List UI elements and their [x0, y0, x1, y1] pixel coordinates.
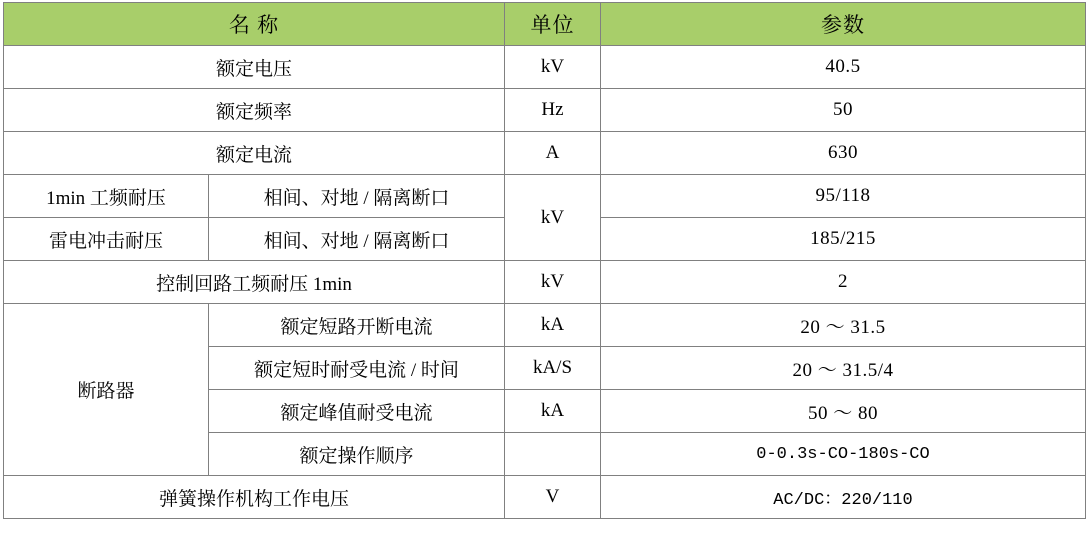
specification-table: [3, 2, 1086, 519]
row-param: 50 ～ 80: [601, 390, 1086, 433]
row-name: 控制回路工频耐压 1min: [4, 261, 505, 304]
row-param: AC/DC：220/110: [601, 476, 1086, 519]
row-param: 20 ～ 31.5/4: [601, 347, 1086, 390]
row-param: 630: [601, 132, 1086, 175]
table-row: [4, 304, 1086, 347]
row-subname: 相间、对地 / 隔离断口: [209, 175, 505, 218]
table-row: [4, 132, 1086, 175]
table-row: [4, 89, 1086, 132]
row-param: 20 ～ 31.5: [601, 304, 1086, 347]
table-header-row: [4, 3, 1086, 46]
row-name: 弹簧操作机构工作电压: [4, 476, 505, 519]
row-unit: kA/S: [505, 347, 601, 390]
row-unit: kA: [505, 304, 601, 347]
row-param: 95/118: [601, 175, 1086, 218]
column-header-unit: 单位: [505, 3, 601, 46]
row-unit: A: [505, 132, 601, 175]
row-subname: 相间、对地 / 隔离断口: [209, 218, 505, 261]
row-param: 2: [601, 261, 1086, 304]
table-row: [4, 476, 1086, 519]
row-unit: kV: [505, 46, 601, 89]
row-subname: 额定短时耐受电流 / 时间: [209, 347, 505, 390]
row-name: 额定电压: [4, 46, 505, 89]
row-name: 额定频率: [4, 89, 505, 132]
row-param: 40.5: [601, 46, 1086, 89]
row-subname: 额定峰值耐受电流: [209, 390, 505, 433]
column-header-param: 参数: [601, 3, 1086, 46]
table-row: [4, 261, 1086, 304]
table-row: [4, 46, 1086, 89]
table-row: [4, 175, 1086, 218]
row-unit: Hz: [505, 89, 601, 132]
row-name: 雷电冲击耐压: [4, 218, 209, 261]
row-unit: V: [505, 476, 601, 519]
row-unit: kV: [505, 261, 601, 304]
row-param: 185/215: [601, 218, 1086, 261]
row-unit: [505, 433, 601, 476]
row-param: 50: [601, 89, 1086, 132]
row-subname: 额定操作顺序: [209, 433, 505, 476]
column-header-name: 名 称: [4, 3, 505, 46]
row-unit: kA: [505, 390, 601, 433]
row-name: 1min 工频耐压: [4, 175, 209, 218]
row-param: 0-0.3s-CO-180s-CO: [601, 433, 1086, 476]
row-unit: kV: [505, 175, 601, 261]
row-group-name: 断路器: [4, 304, 209, 476]
row-subname: 额定短路开断电流: [209, 304, 505, 347]
row-name: 额定电流: [4, 132, 505, 175]
